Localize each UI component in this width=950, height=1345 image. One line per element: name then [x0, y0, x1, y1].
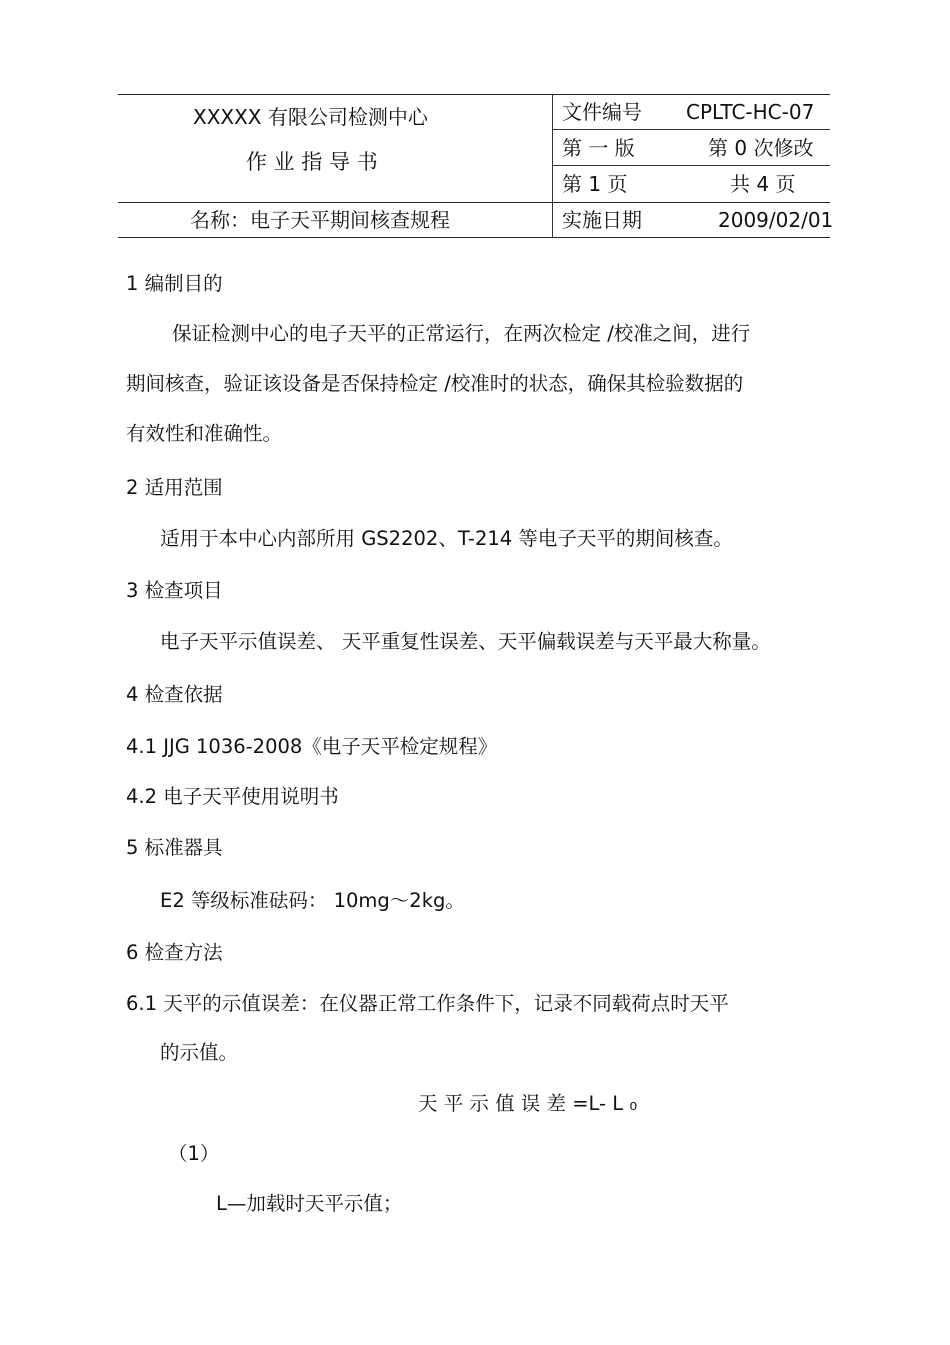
header-table — [118, 94, 834, 238]
formula-number: （1） — [168, 1142, 220, 1165]
section-4-title: 4 检查依据 — [126, 683, 223, 706]
table-mid-border — [118, 202, 830, 203]
table-column-divider — [552, 94, 553, 238]
section-3-paragraph: 电子天平示值误差、 天平重复性误差、天平偏载误差与天平最大称量。 — [160, 630, 771, 653]
table-row-divider — [552, 129, 830, 130]
table-top-border — [118, 94, 830, 95]
impl-date-value: 2009/02/01 — [718, 208, 834, 232]
impl-date-label: 实施日期 — [562, 208, 642, 232]
section-2-paragraph: 适用于本中心内部所用 GS2202、T-214 等电子天平的期间核查。 — [160, 527, 733, 550]
section-5-title: 5 标准器具 — [126, 836, 223, 859]
section-6-1-line: 6.1 天平的示值误差：在仪器正常工作条件下，记录不同载荷点时天平 — [126, 992, 729, 1015]
formula: 天 平 示 值 误 差 =L- L ₀ — [418, 1092, 638, 1115]
section-6-1-line: 的示值。 — [160, 1041, 239, 1064]
section-1-title: 1 编制目的 — [126, 272, 223, 295]
section-4-2: 4.2 电子天平使用说明书 — [126, 785, 339, 808]
table-bottom-border — [118, 237, 830, 238]
total-pages: 共 4 页 — [730, 172, 796, 196]
company-name: XXXXX 有限公司检测中心 — [193, 105, 428, 129]
definition-l: L—加载时天平示值； — [216, 1192, 403, 1215]
file-no-value: CPLTC-HC-07 — [686, 100, 815, 124]
procedure-name: 名称：电子天平期间核查规程 — [190, 208, 450, 232]
file-no-label: 文件编号 — [562, 100, 642, 124]
revision-value: 第 0 次修改 — [708, 136, 814, 160]
doc-type-title: 作 业 指 导 书 — [246, 150, 378, 174]
section-1-paragraph-line: 保证检测中心的电子天平的正常运行，在两次检定 /校准之间，进行 — [172, 322, 751, 345]
table-row-divider — [552, 165, 830, 166]
section-6-title: 6 检查方法 — [126, 941, 223, 964]
section-4-1: 4.1 JJG 1036-2008《电子天平检定规程》 — [126, 735, 498, 758]
section-2-title: 2 适用范围 — [126, 476, 223, 499]
page-number: 第 1 页 — [562, 172, 628, 196]
edition-value: 第 一 版 — [562, 136, 635, 160]
section-3-title: 3 检查项目 — [126, 579, 223, 602]
section-5-paragraph: E2 等级标准砝码： 10mg～2kg。 — [160, 889, 465, 912]
section-1-paragraph-line: 期间核查，验证该设备是否保持检定 /校准时的状态，确保其检验数据的 — [126, 372, 744, 395]
section-1-paragraph-line: 有效性和准确性。 — [126, 422, 283, 445]
